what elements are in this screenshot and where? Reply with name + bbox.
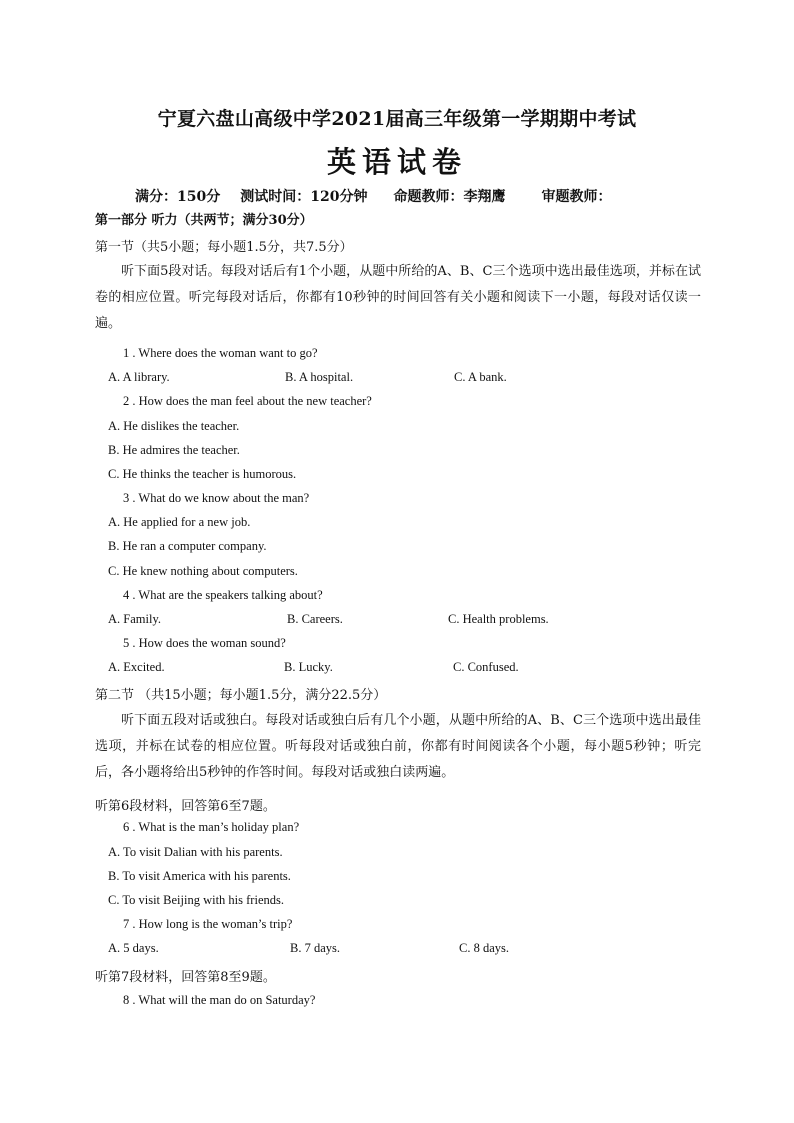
q5-option-c: C. Confused. [453,660,519,674]
q2-option-b: B. He admires the teacher. [108,443,240,457]
q5-option-a: A. Excited. [108,660,165,674]
q3-option-b: B. He ran a computer company. [108,539,267,553]
section2-heading: 第二节 （共15小题；每小题1.5分，满分22.5分） [95,688,387,703]
q6-option-a: A. To visit Dalian with his parents. [108,845,283,859]
question-8: 8 . What will the man do on Saturday? [123,993,316,1007]
material-6-heading: 听第6段材料，回答第6至7题。 [95,799,276,814]
exam-time: 测试时间：120分钟 [240,189,368,205]
exam-subtitle: 英语试卷 [326,145,467,179]
question-2: 2 . How does the man feel about the new teacher? [123,394,372,408]
q7-option-b: B. 7 days. [290,941,340,955]
exam-reviewer: 审题教师： [541,189,612,205]
part1-heading: 第一部分 听力（共两节；满分30分） [95,213,313,228]
q3-option-a: A. He applied for a new job. [108,515,251,529]
q4-option-c: C. Health problems. [448,612,549,626]
q4-option-b: B. Careers. [287,612,343,626]
section1-heading: 第一节（共5小题；每小题1.5分，共7.5分） [95,240,353,255]
question-5: 5 . How does the woman sound? [123,636,286,650]
question-7: 7 . How long is the woman’s trip? [123,917,293,931]
material-7-heading: 听第7段材料，回答第8至9题。 [95,970,276,985]
question-3: 3 . What do we know about the man? [123,491,310,505]
q5-option-b: B. Lucky. [284,660,333,674]
exam-meta [135,186,611,206]
q4-option-a: A. Family. [108,612,162,626]
full-score: 满分：150分 [135,189,221,205]
q6-option-b: B. To visit America with his parents. [108,869,291,883]
q1-option-c: C. A bank. [454,370,507,384]
q3-option-c: C. He knew nothing about computers. [108,564,298,578]
exam-title: 宁夏六盘山高级中学2021届高三年级第一学期期中考试 [157,108,637,130]
q7-option-c: C. 8 days. [459,941,509,955]
section1-instructions: 听下面5段对话。每段对话后有1个小题，从题中所给的A、B、C三个选项中选出最佳选项，并标在试卷的相应位置。听完每段对话后，你都有10秒钟的时间回答有关小题和阅读下一小题，每段对话仅读一遍。 [95,264,701,331]
q1-option-a: A. A library. [108,370,170,384]
q1-option-b: B. A hospital. [285,370,354,384]
section2-instructions: 听下面五段对话或独白。每段对话或独白后有几个小题，从题中所给的A、B、C三个选项中选出最佳选项，并标在试卷的相应位置。听每段对话或独白前，你都有时间阅读各个小题，每小题5秒钟；听完后，各小题将给出5秒钟的作答时间。每段对话或独白读两遍。 [95,713,701,780]
q2-option-a: A. He dislikes the teacher. [108,419,240,433]
q7-option-a: A. 5 days. [108,941,159,955]
q6-option-c: C. To visit Beijing with his friends. [108,893,284,907]
question-6: 6 . What is the man’s holiday plan? [123,820,300,834]
question-1: 1 . Where does the woman want to go? [123,346,318,360]
q2-option-c: C. He thinks the teacher is humorous. [108,467,297,481]
exam-author: 命题教师：李翔鹰 [393,189,506,205]
question-4: 4 . What are the speakers talking about? [123,588,323,602]
